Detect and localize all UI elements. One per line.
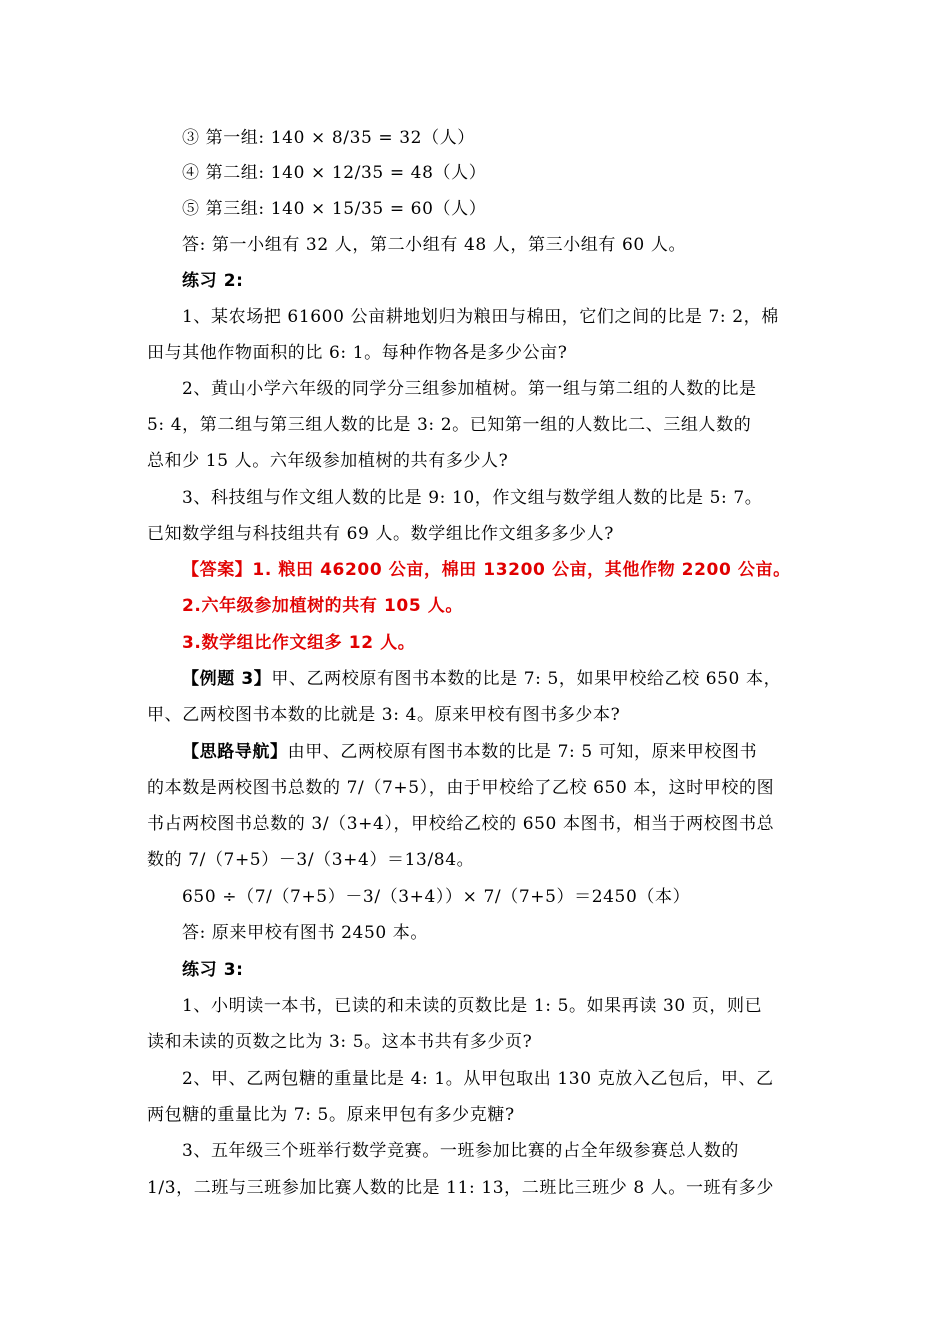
example-3-line1 — [182, 667, 781, 691]
exercise-3-q2-line1: 2、甲、乙两包糖的重量比是 4: 1。从甲包取出 130 克放入乙包后，甲、乙 — [182, 1069, 774, 1089]
example-3-line2: 甲、乙两校图书本数的比就是 3: 4。原来甲校有图书多少本? — [147, 705, 621, 725]
exercise-2-q2-line1: 2、黄山小学六年级的同学分三组参加植树。第一组与第二组的人数的比是 — [182, 379, 757, 399]
example-3-text: 甲、乙两校原有图书本数的比是 7: 5，如果甲校给乙校 650 本， — [271, 669, 782, 689]
solution-step-3: ③ 第一组: 140 × 8/35 = 32（人） — [182, 128, 475, 148]
exercise-3-heading: 练习 3: — [182, 960, 244, 980]
guide-line3: 书占两校图书总数的 3/（3+4），甲校给乙校的 650 本图书，相当于两校图书总 — [147, 814, 775, 834]
answer-key-3: 3.数学组比作文组多 12 人。 — [182, 633, 416, 653]
solution-step-4: ④ 第二组: 140 × 12/35 = 48（人） — [182, 163, 487, 183]
guide-line4: 数的 7/（7+5）－3/（3+4）＝13/84。 — [147, 850, 475, 870]
example-3-label: 【例题 3】 — [182, 669, 272, 689]
guide-text: 由甲、乙两校原有图书本数的比是 7: 5 可知，原来甲校图书 — [287, 742, 758, 762]
exercise-2-q2-line2: 5: 4，第二组与第三组人数的比是 3: 2。已知第一组的人数比二、三组人数的 — [147, 415, 752, 435]
exercise-3-q1-line2: 读和未读的页数之比为 3: 5。这本书共有多少页? — [147, 1032, 533, 1052]
guide-line2: 的本数是两校图书总数的 7/（7+5），由于甲校给了乙校 650 本，这时甲校的图 — [147, 778, 775, 798]
exercise-2-heading: 练习 2: — [182, 271, 244, 291]
exercise-3-q3-line2: 1/3，二班与三班参加比赛人数的比是 11: 13，二班比三班少 8 人。一班有多少 — [147, 1178, 774, 1198]
answer-key-2: 2.六年级参加植树的共有 105 人。 — [182, 596, 464, 616]
answer-key-1: 【答案】1. 粮田 46200 公亩，棉田 13200 公亩，其他作物 2200 公亩。 — [182, 560, 791, 580]
exercise-2-q3-line1: 3、科技组与作文组人数的比是 9: 10，作文组与数学组人数的比是 5: 7。 — [182, 488, 763, 508]
exercise-3-q1-line1: 1、小明读一本书，已读的和未读的页数比是 1: 5。如果再读 30 页，则已 — [182, 996, 763, 1016]
guide-label: 【思路导航】 — [182, 742, 288, 762]
guide-line1 — [182, 740, 757, 764]
exercise-3-q2-line2: 两包糖的重量比为 7: 5。原来甲包有多少克糖? — [147, 1105, 515, 1125]
exercise-2-q1-line2: 田与其他作物面积的比 6: 1。每种作物各是多少公亩? — [147, 343, 568, 363]
exercise-3-q3-line1: 3、五年级三个班举行数学竞赛。一班参加比赛的占全年级参赛总人数的 — [182, 1141, 740, 1161]
formula-line: 650 ÷（7/（7+5）－3/（3+4））× 7/（7+5）＝2450（本） — [182, 887, 691, 907]
exercise-2-q3-line2: 已知数学组与科技组共有 69 人。数学组比作文组多多少人? — [147, 524, 614, 544]
exercise-2-q1-line1: 1、某农场把 61600 公亩耕地划归为粮田与棉田，它们之间的比是 7: 2，棉 — [182, 307, 779, 327]
answer-line: 答: 第一小组有 32 人，第二小组有 48 人，第三小组有 60 人。 — [182, 235, 687, 255]
exercise-2-q2-line3: 总和少 15 人。六年级参加植树的共有多少人? — [147, 451, 509, 471]
example-3-answer: 答: 原来甲校有图书 2450 本。 — [182, 923, 429, 943]
solution-step-5: ⑤ 第三组: 140 × 15/35 = 60（人） — [182, 199, 487, 219]
